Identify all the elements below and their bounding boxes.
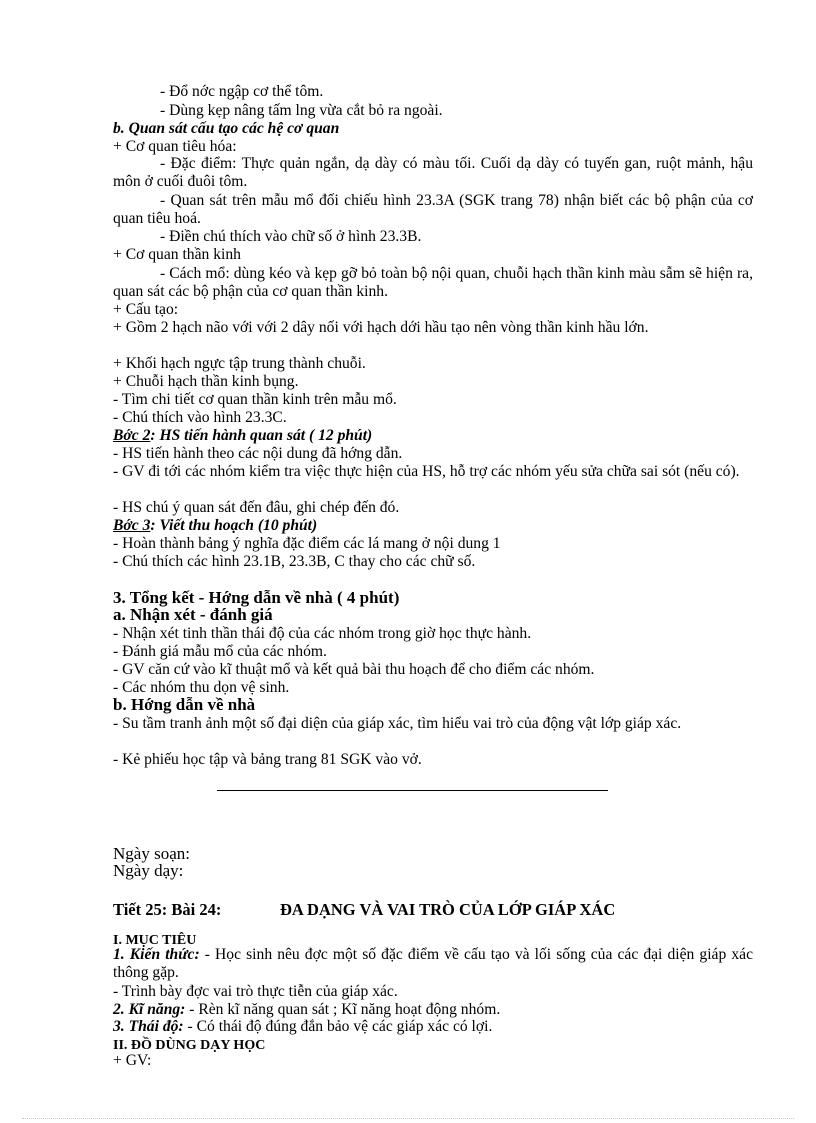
paragraph: + Gồm 2 hạch não với với 2 dây nối với hạch dới hầu tạo nên vòng thần kinh hầu lớn.	[113, 319, 649, 336]
step-title: : HS tiến hành quan sát ( 12 phút)	[150, 427, 373, 444]
text-line: - Điền chú thích vào chữ số ở hình 23.3B.	[160, 228, 422, 245]
text-line: - Dùng kẹp nâng tấm lng vừa cắt bỏ ra ngoài.	[160, 102, 443, 119]
objective-label: 3. Thái độ:	[113, 1018, 184, 1035]
paragraph: - Quan sát trên mẫu mổ đối chiếu hình 23.3A (SGK trang 78) nhận biết các bộ phận của cơ quan tiêu hoá.	[113, 192, 753, 227]
text-line: + Chuỗi hạch thần kinh bụng.	[113, 373, 299, 390]
text-line: - GV căn cứ vào kĩ thuật mổ và kết quả bài thu hoạch để cho điểm các nhóm.	[113, 661, 595, 678]
step-label: Bớc 3	[113, 517, 151, 534]
text-line: + Cơ quan tiêu hóa:	[113, 138, 237, 155]
paragraph: - Đặc điểm: Thực quản ngắn, dạ dày có màu tối. Cuối dạ dày có tuyến gan, ruột mảnh, hậu môn ở cuối đuôi tôm.	[113, 155, 753, 190]
page-bottom-border	[22, 1118, 794, 1119]
divider	[217, 790, 608, 791]
objective-text: - Rèn kĩ năng quan sát ; Kĩ năng hoạt động nhóm.	[185, 1001, 501, 1018]
text-line: - Nhận xét tinh thần thái độ của các nhóm trong giờ học thực hành.	[113, 625, 532, 642]
lesson-number: Tiết 25: Bài 24:	[113, 900, 222, 919]
text-line: - Chú thích các hình 23.1B, 23.3B, C thay cho các chữ số.	[113, 553, 476, 570]
step-title: : Viết thu hoạch (10 phút)	[150, 517, 318, 534]
text-line: - HS chú ý quan sát đến đâu, ghi chép đến đó.	[113, 499, 400, 516]
paragraph: - GV đi tới các nhóm kiểm tra việc thực hiện của HS, hỗ trợ các nhóm yếu sửa chữa sai sót (nếu có).	[113, 463, 740, 480]
step-label: Bớc 2	[113, 427, 151, 444]
text-line: - Chú thích vào hình 23.3C.	[113, 409, 287, 426]
text-line: - Các nhóm thu dọn vệ sinh.	[113, 679, 290, 696]
subsection-heading: b. Hớng dẫn về nhà	[113, 695, 256, 714]
lesson-title: ĐA DẠNG VÀ VAI TRÒ CỦA LỚP GIÁP XÁC	[280, 900, 616, 919]
objective-label: 2. Kĩ năng:	[113, 1001, 186, 1018]
objective-text: - Có thái độ đúng đắn bảo vệ các giáp xác có lợi.	[183, 1018, 493, 1035]
section-heading: b. Quan sát cấu tạo các hệ cơ quan	[113, 120, 340, 137]
objective-label: 1. Kiến thức:	[113, 946, 200, 963]
text-line: - Hoàn thành bảng ý nghĩa đặc điểm các lá mang ở nội dung 1	[113, 535, 501, 552]
subsection-heading: a. Nhận xét - đánh giá	[113, 605, 273, 624]
text-line: + Cơ quan thần kinh	[113, 246, 241, 263]
objective-attitude	[113, 1018, 753, 1036]
section-heading: I. MỤC TIÊU	[113, 933, 197, 948]
prep-date: Ngày soạn:	[113, 844, 190, 863]
text-line: - Đánh giá mẫu mổ của các nhóm.	[113, 643, 327, 660]
text-line: - Trình bày đợc vai trò thực tiễn của giáp xác.	[113, 983, 398, 1000]
text-line: - Kẻ phiếu học tập và bảng trang 81 SGK vào vở.	[113, 751, 422, 768]
step-heading	[113, 517, 753, 535]
section-heading: II. ĐỒ DÙNG DẠY HỌC	[113, 1038, 266, 1053]
objective-skill	[113, 1001, 753, 1019]
text-line: - HS tiến hành theo các nội dung đã hớng dẫn.	[113, 445, 403, 462]
section-heading: 3. Tổng kết - Hớng dẫn về nhà ( 4 phút)	[113, 588, 400, 607]
objective-text: - Học sinh nêu đợc một số đặc điểm về cấu tạo và lối sống của các đại diện giáp xác thông gặp.	[113, 946, 754, 981]
step-heading	[113, 427, 753, 445]
paragraph: - Cách mổ: dùng kéo và kẹp gỡ bỏ toàn bộ nội quan, chuỗi hạch thần kinh màu sẫm sẽ hiện ra, quan sát các bộ phận của cơ quan thần kinh.	[113, 265, 753, 300]
objective-knowledge	[113, 946, 753, 982]
paragraph: - Su tầm tranh ảnh một số đại diện của giáp xác, tìm hiểu vai trò của động vật lớp giáp xác.	[113, 715, 682, 732]
text-line: + Cấu tạo:	[113, 301, 179, 318]
text-line: + GV:	[113, 1052, 152, 1069]
teach-date: Ngày dạy:	[113, 861, 184, 880]
text-line: - Tìm chi tiết cơ quan thần kinh trên mẫu mổ.	[113, 391, 397, 408]
text-line: - Đổ nớc ngập cơ thể tôm.	[160, 83, 324, 100]
text-line: + Khối hạch ngực tập trung thành chuỗi.	[113, 355, 366, 372]
